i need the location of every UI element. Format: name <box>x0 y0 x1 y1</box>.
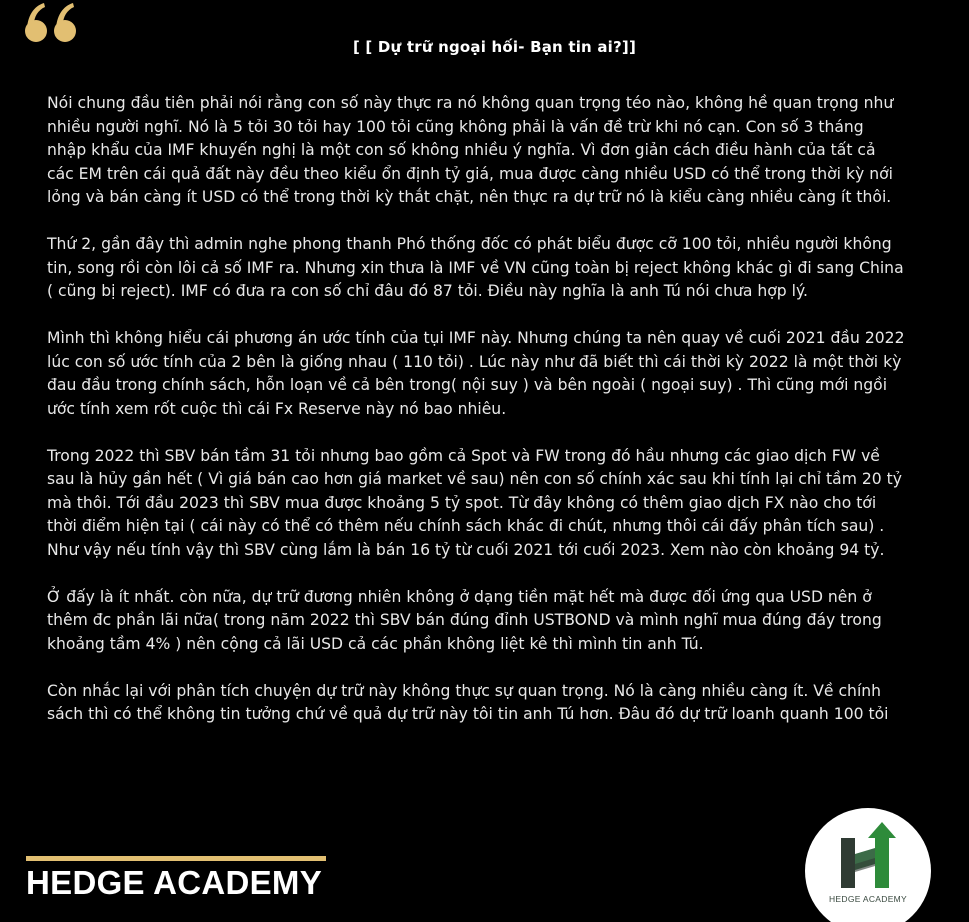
paragraph: Còn nhắc lại với phân tích chuyện dự trữ này không thực sự quan trọng. Nó là càng nhiều càng ít. Về chính sách thì có thể không tin tưởng chứ về quả dự trữ này tôi tin anh Tú hơn. Đâu đó dự trữ loanh quanh 100 tỏi <box>47 681 889 723</box>
paragraph: Mình thì không hiểu cái phương án ước tính của tụi IMF này. Nhưng chúng ta nên quay về cuối 2021 đầu 2022 lúc con số ước tính của 2 bên là giống nhau ( 110 tỏi) . Lúc này như đã biết thì cái thời kỳ 2022 là một thời kỳ đau đầu trong chính sách, hỗn loạn về cả bên trong( nội suy ) và bên ngoài ( ngoại suy) . Thì cũng mới ngồi ước tính xem rốt cuộc thì cái Fx Reserve này nó bao nhiêu. <box>47 329 905 418</box>
paragraph: Trong 2022 thì SBV bán tầm 31 tỏi nhưng bao gồm cả Spot và FW trong đó hầu nhưng các giao dịch FW về sau là hủy gần hết ( Vì giá bán cao hơn giá market về sau) nên con số chính xác sau khi tính lại chỉ tầm 20 tỷ mà thôi. Tới đầu 2023 thì SBV mua được khoảng 5 tỷ spot. Từ đây không có thêm giao dịch FX nào cho tới thời điểm hiện tại ( cái này có thể có thêm nếu chính sách khác đi chút, nhưng thôi cái đấy phân tích sau) . Như vậy nếu tính vậy thì SBV cùng lắm là bán 16 tỷ từ cuối 2021 tới cuối 2023. Xem nào còn khoảng 94 tỷ. <box>47 446 902 559</box>
post-body <box>47 92 907 750</box>
paragraph: Thứ 2, gần đây thì admin nghe phong thanh Phó thống đốc có phát biểu được cỡ 100 tỏi, nhiều người không tin, song rồi còn lôi cả số IMF ra. Nhưng xin thưa là IMF về VN cũng toàn bị reject không khác gì đi sang China ( cũng bị reject). IMF có đưa ra con số chỉ đâu đó 87 tỏi. Điều này nghĩa là anh Tú nói chưa hợp lý. <box>47 235 904 300</box>
paragraph: Nói chung đầu tiên phải nói rằng con số này thực ra nó không quan trọng téo nào, không hề quan trọng như nhiều người nghĩ. Nó là 5 tỏi 30 tỏi hay 100 tỏi cũng không phải là vấn đề trừ khi nó cạn. Con số 3 tháng nhập khẩu của IMF khuyến nghị là một con số không nhiều ý nghĩa. Vì đơn giản cách điều hành của tất cả các EM trên cái quả đất này đều theo kiểu ổn định tỷ giá, mua được càng nhiều USD có thể trong thời kỳ nới lỏng và bán càng ít USD có thể trong thời kỳ thắt chặt, nên thực ra dự trữ nó là kiểu càng nhiều càng ít thôi. <box>47 94 894 206</box>
hedge-academy-logo-icon <box>835 820 901 890</box>
brand-accent-bar <box>26 856 326 861</box>
brand-logo <box>805 808 931 922</box>
logo-text: HEDGE ACADEMY <box>828 894 908 904</box>
brand-name: HEDGE ACADEMY <box>26 864 323 901</box>
paragraph: Ở đấy là ít nhất. còn nữa, dự trữ đương nhiên không ở dạng tiền mặt hết mà được đối ứng qua USD nên ở thêm đc phần lãi nữa( trong năm 2022 thì SBV bán đúng đỉnh USTBOND và mình nghĩ mua đúng đáy trong khoảng tầm 4% ) nên cộng cả lãi USD cả các phần không liệt kê thì mình tin anh Tú. <box>47 587 882 653</box>
post-title: [ [ Dự trữ ngoại hối- Bạn tin ai?]] <box>352 38 637 56</box>
